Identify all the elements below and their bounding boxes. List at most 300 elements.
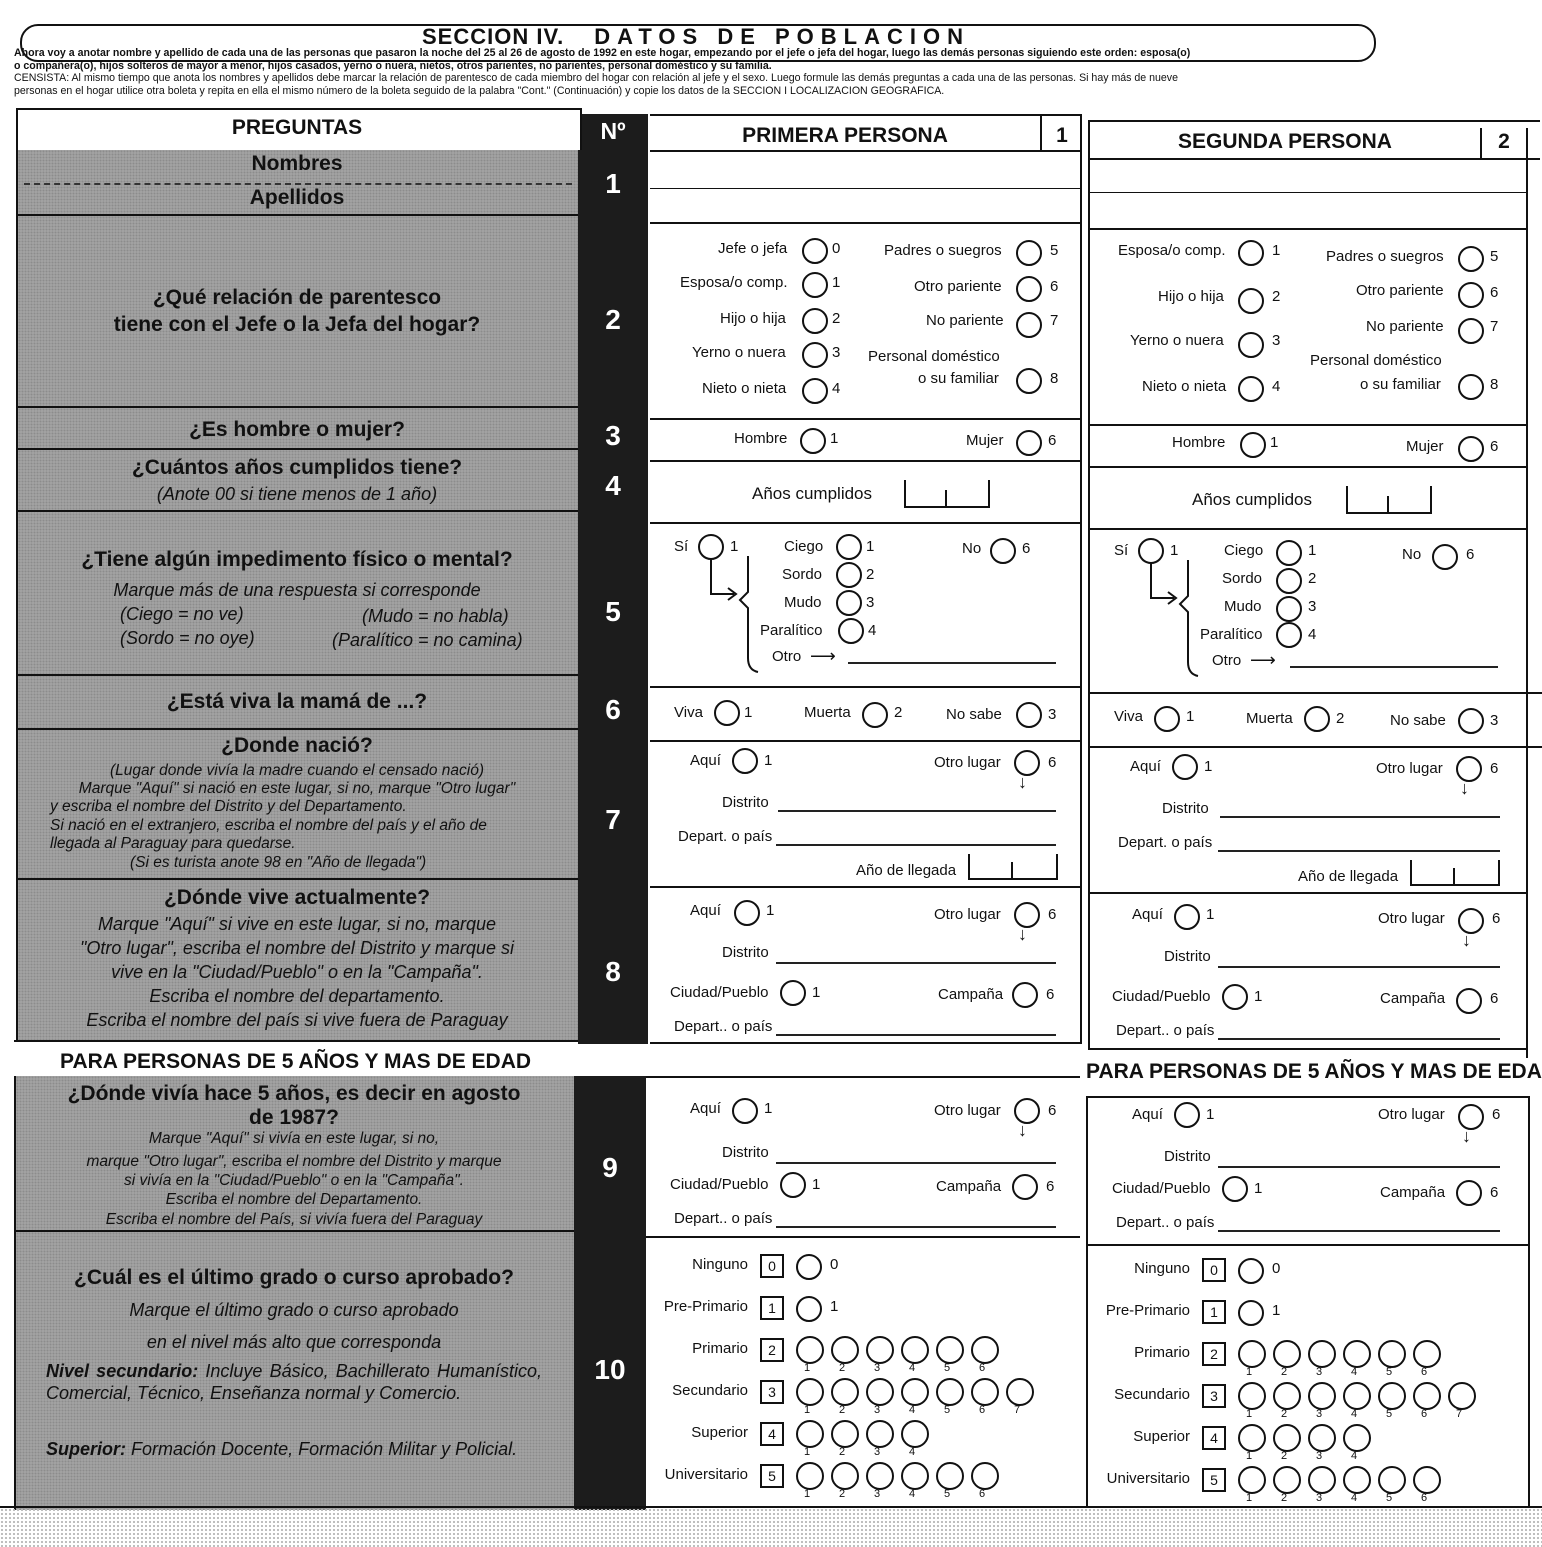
q10-p1-grade-radio[interactable] <box>866 1336 894 1364</box>
q10-p1-grade-radio[interactable] <box>831 1336 859 1364</box>
q3-p1-mujer-radio[interactable] <box>1016 430 1042 456</box>
q6-question: ¿Está viva la mamá de ...? <box>166 690 428 713</box>
q10-p1-grade-radio[interactable] <box>831 1378 859 1406</box>
q10-p2-grade-radio[interactable] <box>1308 1424 1336 1452</box>
q6-number: 6 <box>605 694 621 725</box>
q10-secundario-note: Nivel secundario: Incluye Básico, Bachillerato Humanístico, Comercial, Técnico, Enseñanza normal y Comercio. <box>46 1361 543 1403</box>
q2-p1-padres-label: Padres o suegros <box>884 242 1002 259</box>
q9-note4: Escriba el nombre del Departamento. <box>165 1191 423 1208</box>
q10-p2-grade-radio[interactable] <box>1238 1424 1266 1452</box>
q2-p1-esposa-label: Esposa/o comp. <box>680 274 788 291</box>
q10-p2-grade-number: 5 <box>1386 1408 1393 1420</box>
q8-p2-distrito-line[interactable] <box>1218 966 1500 968</box>
instructions: Ahora voy a anotar nombre y apellido de cada una de las personas que pasaron la noche del 25 al 26 de agosto de 1992 en este hogar, empezando por el jefe o jefa del hogar, luego las demás personas siguiendo este orden: esposa(o) o compañera(o), hijos solteros de mayor a menor, hijos casados, yerno o nuera, nietos, otros parientes, no parientes, personal doméstico y su familia. <box>14 47 1191 72</box>
q10-p1-grade-radio[interactable] <box>901 1420 929 1448</box>
persona2-number: 2 <box>1498 130 1510 153</box>
q10-p2-level-code: 1 <box>1202 1300 1226 1324</box>
q10-p2-grade-radio[interactable] <box>1238 1258 1264 1284</box>
q8-p1-depart-label: Depart.. o país <box>674 1018 773 1035</box>
q8-p1-depart-line[interactable] <box>776 1034 1056 1036</box>
q10-p1-grade-radio[interactable] <box>831 1462 859 1490</box>
q8-p1-aqui-radio[interactable] <box>734 900 760 926</box>
q5-p2-ciego-radio[interactable] <box>1276 540 1302 566</box>
q9-p1-ciudad-radio[interactable] <box>780 1172 806 1198</box>
q6-p1-viva-radio[interactable] <box>714 700 740 726</box>
q5-p1-mudo-label: Mudo <box>784 594 822 611</box>
q6-p2-nosabe-label: No sabe <box>1390 712 1446 729</box>
q2-p1-nieto-radio[interactable] <box>802 378 828 404</box>
q10-p1-grade-number: 4 <box>909 1404 916 1416</box>
q10-p1-level-code: 1 <box>760 1296 784 1320</box>
q9-p1-campana-radio[interactable] <box>1012 1174 1038 1200</box>
q2-p1-hijo-label: Hijo o hija <box>720 310 786 327</box>
q10-p1-grade-number: 4 <box>909 1488 916 1500</box>
q2-p2-yerno-radio[interactable] <box>1238 332 1264 358</box>
number-column-top <box>578 114 648 1044</box>
section-5-anos-p2: PARA PERSONAS DE 5 AÑOS Y MAS DE EDA <box>1086 1060 1542 1083</box>
q10-p2-level-code: 2 <box>1202 1342 1226 1366</box>
preguntas-header-label: PREGUNTAS <box>231 116 363 139</box>
q10-p1-grade-radio[interactable] <box>796 1420 824 1448</box>
q7-p2-anio-box[interactable] <box>1410 860 1500 886</box>
q10-p1-grade-radio[interactable] <box>866 1378 894 1406</box>
q9-p2-depart-line[interactable] <box>1218 1230 1500 1232</box>
q4-note: (Anote 00 si tiene menos de 1 año) <box>156 484 438 504</box>
q5-note1: Marque más de una respuesta si corresponde <box>113 580 481 600</box>
q10-p1-grade-number: 5 <box>944 1488 951 1500</box>
q1-nombres: Nombres <box>251 152 343 175</box>
q10-p2-grade-number: 1 <box>1246 1366 1253 1378</box>
q10-p1-grade-radio[interactable] <box>796 1296 822 1322</box>
persona1-number: 1 <box>1056 124 1068 147</box>
q3-p1-hombre-label: Hombre <box>734 430 788 447</box>
q10-p1-grade-radio[interactable] <box>936 1378 964 1406</box>
q6-p2-viva-radio[interactable] <box>1154 706 1180 732</box>
q10-p2-grade-radio[interactable] <box>1343 1382 1371 1410</box>
q10-p1-grade-radio[interactable] <box>796 1336 824 1364</box>
q5-p1-mudo-radio[interactable] <box>836 590 862 616</box>
q10-p1-level-code: 0 <box>760 1254 784 1278</box>
q7-note3: y escriba el nombre del Distrito y del Departamento. <box>50 798 407 815</box>
q9-p1-down-arrow-icon: ↓ <box>1018 1120 1027 1140</box>
q4-p1-age-box[interactable] <box>904 480 990 508</box>
q2-p1-otro-pariente-label: Otro pariente <box>914 278 1002 295</box>
q4-number: 4 <box>605 470 621 501</box>
q5-p1-paralitico-label: Paralítico <box>760 622 823 639</box>
q10-p1-level-label: Pre-Primario <box>663 1298 748 1315</box>
q5-p1-ciego-radio[interactable] <box>836 534 862 560</box>
q9-question-line1: ¿Dónde vivía hace 5 años, es decir en agosto <box>67 1082 521 1105</box>
q2-p1-otro-pariente-radio[interactable] <box>1016 276 1042 302</box>
q10-p1-grade-radio[interactable] <box>901 1378 929 1406</box>
q9-p2-aqui-label: Aquí <box>1132 1106 1163 1123</box>
q7-p1-aqui-label: Aquí <box>690 752 721 769</box>
q9-p1-otro-label: Otro lugar <box>934 1102 1001 1119</box>
q5-p2-otro-line[interactable] <box>1290 666 1498 668</box>
q10-p2-grade-radio[interactable] <box>1308 1382 1336 1410</box>
q6-p2-nosabe-radio[interactable] <box>1458 708 1484 734</box>
q10-p1-grade-number: 5 <box>944 1362 951 1374</box>
q10-p1-grade-radio[interactable] <box>901 1336 929 1364</box>
q7-p2-anio-label: Año de llegada <box>1298 868 1399 885</box>
q7-p2-aqui-radio[interactable] <box>1172 754 1198 780</box>
q5-p2-mudo-label: Mudo <box>1224 598 1262 615</box>
q10-p2-grade-code: 0 <box>1272 1260 1281 1277</box>
q7-p1-otro-label: Otro lugar <box>934 754 1001 771</box>
q2-p2-no-pariente-label: No pariente <box>1366 318 1444 335</box>
q3-number: 3 <box>605 420 621 451</box>
q10-p1-grade-radio[interactable] <box>971 1378 999 1406</box>
q5-note3b: (Paralítico = no camina) <box>332 630 523 650</box>
q10-p2-grade-number: 4 <box>1351 1408 1358 1420</box>
q10-p1-grade-number: 3 <box>874 1488 881 1500</box>
q5-p1-arrow-icon <box>700 556 760 676</box>
q7-p1-distrito-label: Distrito <box>722 794 769 811</box>
q9-p2-ciudad-label: Ciudad/Pueblo <box>1112 1180 1211 1197</box>
q10-p2-grade-radio[interactable] <box>1308 1340 1336 1368</box>
q5-note2b: (Mudo = no habla) <box>362 606 509 626</box>
q5-note2a: (Ciego = no ve) <box>120 604 244 624</box>
q5-p2-paralitico-radio[interactable] <box>1276 622 1302 648</box>
q10-p2-grade-radio[interactable] <box>1238 1466 1266 1494</box>
q10-p2-grade-number: 3 <box>1316 1408 1323 1420</box>
q10-p2-grade-number: 6 <box>1421 1408 1428 1420</box>
q8-question: ¿Dónde vive actualmente? <box>163 886 431 909</box>
q2-p1-jefe-label: Jefe o jefa <box>718 240 788 257</box>
q10-p2-grade-radio[interactable] <box>1413 1340 1441 1368</box>
q10-p1-grade-radio[interactable] <box>1006 1378 1034 1406</box>
q7-p1-down-arrow-icon: ↓ <box>1018 772 1027 792</box>
q10-p2-grade-radio[interactable] <box>1238 1300 1264 1326</box>
q10-p1-grade-number: 2 <box>839 1446 846 1458</box>
q9-p1-depart-label: Depart.. o país <box>674 1210 773 1227</box>
q2-p2-otro-pariente-radio[interactable] <box>1458 282 1484 308</box>
q2-p2-familiar-label: o su familiar <box>1360 376 1441 393</box>
q10-p1-grade-number: 6 <box>979 1488 986 1500</box>
q9-p1-depart-line[interactable] <box>776 1226 1056 1228</box>
q10-p1-grade-code: 0 <box>830 1256 839 1273</box>
number-column-bottom <box>574 1076 646 1510</box>
q7-p1-anio-label: Año de llegada <box>856 862 957 879</box>
q8-p1-ciudad-radio[interactable] <box>780 980 806 1006</box>
q10-p2-grade-radio[interactable] <box>1378 1466 1406 1494</box>
q3-p1-hombre-radio[interactable] <box>800 428 826 454</box>
q9-p1-distrito-line[interactable] <box>776 1162 1056 1164</box>
q7-p2-down-arrow-icon: ↓ <box>1460 778 1469 798</box>
persona2-header-label: SEGUNDA PERSONA <box>1178 130 1392 153</box>
q8-note5: Escriba el nombre del país si vive fuera de Paraguay <box>86 1010 508 1030</box>
q5-p1-no-label: No <box>962 540 982 557</box>
q6-p1-nosabe-radio[interactable] <box>1016 702 1042 728</box>
q10-p1-grade-number: 1 <box>804 1404 811 1416</box>
q8-p1-ciudad-label: Ciudad/Pueblo <box>670 984 769 1001</box>
q2-p1-personal-radio[interactable] <box>1016 368 1042 394</box>
q10-p1-grade-radio[interactable] <box>796 1254 822 1280</box>
q8-p2-aqui-radio[interactable] <box>1174 904 1200 930</box>
q8-p2-campana-label: Campaña <box>1380 990 1446 1007</box>
q2-question-line2: tiene con el Jefe o la Jefa del hogar? <box>113 313 481 336</box>
q10-p1-grade-radio[interactable] <box>796 1378 824 1406</box>
q10-p1-grade-number: 3 <box>874 1362 881 1374</box>
q2-p1-familiar-label: o su familiar <box>918 370 999 387</box>
q5-p2-no-label: No <box>1402 546 1422 563</box>
q10-p2-grade-radio[interactable] <box>1378 1340 1406 1368</box>
q7-number: 7 <box>605 804 621 835</box>
q9-note3: si vivía en la "Ciudad/Pueblo" o en la "Campaña". <box>124 1172 464 1189</box>
q10-p1-grade-radio[interactable] <box>971 1336 999 1364</box>
q8-p2-campana-radio[interactable] <box>1456 988 1482 1014</box>
q10-p2-grade-number: 4 <box>1351 1366 1358 1378</box>
q9-p2-campana-radio[interactable] <box>1456 1180 1482 1206</box>
q3-p2-hombre-radio[interactable] <box>1240 432 1266 458</box>
q10-p2-grade-number: 2 <box>1281 1492 1288 1504</box>
q10-p1-grade-number: 2 <box>839 1362 846 1374</box>
q2-p2-personal-radio[interactable] <box>1458 374 1484 400</box>
q9-p2-aqui-radio[interactable] <box>1174 1102 1200 1128</box>
q10-p2-grade-number: 4 <box>1351 1492 1358 1504</box>
q7-note1: (Lugar donde vivía la madre cuando el censado nació) <box>110 762 484 779</box>
q10-p1-grade-code: 1 <box>830 1298 839 1315</box>
q8-p2-aqui-label: Aquí <box>1132 906 1163 923</box>
q7-note4: Si nació en el extranjero, escriba el nombre del país y el año de <box>50 817 487 834</box>
q5-note3a: (Sordo = no oye) <box>120 628 255 648</box>
q2-p2-no-pariente-radio[interactable] <box>1458 318 1484 344</box>
q9-note2: marque "Otro lugar", escriba el nombre del Distrito y marque <box>86 1153 502 1170</box>
q10-number: 10 <box>594 1354 626 1385</box>
q8-note3: vive en la "Ciudad/Pueblo" o en la "Campaña". <box>111 962 483 982</box>
q10-p2-grade-number: 5 <box>1386 1366 1393 1378</box>
q9-p1-aqui-label: Aquí <box>690 1100 721 1117</box>
q9-number: 9 <box>602 1152 618 1183</box>
q10-p2-grade-radio[interactable] <box>1378 1382 1406 1410</box>
q8-p2-depart-label: Depart.. o país <box>1116 1022 1215 1039</box>
scan-edge <box>0 1508 1542 1547</box>
q3-p2-mujer-radio[interactable] <box>1458 436 1484 462</box>
q9-p1-campana-label: Campaña <box>936 1178 1002 1195</box>
q8-p1-down-arrow-icon: ↓ <box>1018 924 1027 944</box>
q10-p1-level-code: 4 <box>760 1422 784 1446</box>
q2-p2-esposa-radio[interactable] <box>1238 240 1264 266</box>
q10-p1-grade-radio[interactable] <box>936 1336 964 1364</box>
q7-p2-distrito-line[interactable] <box>1220 816 1500 818</box>
q9-p2-otro-label: Otro lugar <box>1378 1106 1445 1123</box>
q5-question: ¿Tiene algún impedimento físico o mental? <box>81 548 513 571</box>
q10-p1-grade-number: 6 <box>979 1362 986 1374</box>
q9-note1: Marque "Aquí" si vivía en este lugar, si no, <box>148 1130 440 1147</box>
q2-p1-personal-label: Personal doméstico <box>868 348 1000 365</box>
q5-p2-arrow-icon <box>1140 560 1200 680</box>
q7-p1-depart-label: Depart. o país <box>678 828 773 845</box>
q3-p2-hombre-label: Hombre <box>1172 434 1226 451</box>
q2-p1-no-pariente-label: No pariente <box>926 312 1004 329</box>
q4-p2-age-box[interactable] <box>1346 486 1432 514</box>
q7-p1-distrito-line[interactable] <box>778 810 1056 812</box>
q6-p1-viva-label: Viva <box>674 704 703 721</box>
q10-p1-grade-radio[interactable] <box>901 1462 929 1490</box>
q6-p2-muerta-radio[interactable] <box>1304 706 1330 732</box>
q10-p2-level-code: 5 <box>1202 1468 1226 1492</box>
q2-p1-jefe-radio[interactable] <box>802 238 828 264</box>
q5-p2-ciego-label: Ciego <box>1224 542 1264 559</box>
q1-apellidos: Apellidos <box>249 186 345 209</box>
q9-p1-aqui-radio[interactable] <box>732 1098 758 1124</box>
q2-p2-personal-label: Personal doméstico <box>1310 352 1442 369</box>
q5-p1-paralitico-radio[interactable] <box>838 618 864 644</box>
q5-p2-otro-label: Otro <box>1212 652 1242 669</box>
q10-p1-grade-number: 2 <box>839 1404 846 1416</box>
q10-p2-grade-radio[interactable] <box>1238 1340 1266 1368</box>
q10-p2-grade-radio[interactable] <box>1273 1340 1301 1368</box>
q5-p1-no-radio[interactable] <box>990 538 1016 564</box>
q10-p1-grade-radio[interactable] <box>936 1462 964 1490</box>
q10-p1-grade-radio[interactable] <box>831 1420 859 1448</box>
q10-p2-grade-radio[interactable] <box>1343 1466 1371 1494</box>
numero-header: Nº <box>600 118 626 144</box>
q8-p1-distrito-label: Distrito <box>722 944 769 961</box>
q2-p1-padres-radio[interactable] <box>1016 240 1042 266</box>
q10-p2-grade-number: 1 <box>1246 1408 1253 1420</box>
q9-p2-distrito-label: Distrito <box>1164 1148 1211 1165</box>
q5-p1-otro-line[interactable] <box>848 662 1056 664</box>
q10-p2-grade-radio[interactable] <box>1343 1424 1371 1452</box>
section-5-anos-p1: PARA PERSONAS DE 5 AÑOS Y MAS DE EDAD <box>60 1050 532 1073</box>
q4-p1-label: Años cumplidos <box>752 484 873 503</box>
q7-p2-depart-line[interactable] <box>1218 850 1500 852</box>
q2-p1-esposa-radio[interactable] <box>802 272 828 298</box>
q2-p1-nieto-label: Nieto o nieta <box>702 380 787 397</box>
q10-p2-level-code: 4 <box>1202 1426 1226 1450</box>
q10-question: ¿Cuál es el último grado o curso aprobado? <box>74 1266 514 1289</box>
q9-p2-distrito-line[interactable] <box>1218 1166 1500 1168</box>
q7-note2: Marque "Aquí" si nació en este lugar, si no, marque "Otro lugar" <box>78 780 516 797</box>
q2-p2-nieto-radio[interactable] <box>1238 376 1264 402</box>
q10-p2-grade-number: 6 <box>1421 1366 1428 1378</box>
q2-p1-yerno-radio[interactable] <box>802 342 828 368</box>
q10-p1-grade-number: 1 <box>804 1362 811 1374</box>
q8-p2-ciudad-radio[interactable] <box>1222 984 1248 1010</box>
q9-note5: Escriba el nombre del País, si vivía fuera del Paraguay <box>105 1211 483 1228</box>
q3-p1-mujer-label: Mujer <box>966 432 1004 449</box>
q2-question-line1: ¿Qué relación de parentesco <box>152 286 442 309</box>
q8-note2: "Otro lugar", escriba el nombre del Distrito y marque si <box>80 938 514 958</box>
q10-p1-level-label: Secundario <box>672 1382 748 1399</box>
q2-p2-nieto-label: Nieto o nieta <box>1142 378 1227 395</box>
q5-p2-otro-arrow-icon: ⟶ <box>1250 650 1276 670</box>
q8-p1-otro-label: Otro lugar <box>934 906 1001 923</box>
q3-p2-mujer-label: Mujer <box>1406 438 1444 455</box>
q2-p1-yerno-label: Yerno o nuera <box>692 344 786 361</box>
q5-p2-sordo-radio[interactable] <box>1276 568 1302 594</box>
q10-p2-level-label: Primario <box>1134 1344 1190 1361</box>
q6-p1-nosabe-label: No sabe <box>946 706 1002 723</box>
q10-p1-level-code: 5 <box>760 1464 784 1488</box>
q10-p1-grade-radio[interactable] <box>866 1462 894 1490</box>
q10-p1-level-code: 2 <box>760 1338 784 1362</box>
q10-p2-grade-radio[interactable] <box>1273 1382 1301 1410</box>
q10-p2-grade-radio[interactable] <box>1273 1424 1301 1452</box>
q8-p2-depart-line[interactable] <box>1218 1038 1500 1040</box>
q10-p2-grade-number: 5 <box>1386 1492 1393 1504</box>
q5-p2-sordo-label: Sordo <box>1222 570 1263 587</box>
q7-p1-depart-line[interactable] <box>776 844 1056 846</box>
q8-number: 8 <box>605 956 621 987</box>
q5-p2-paralitico-label: Paralítico <box>1200 626 1263 643</box>
q10-p1-grade-radio[interactable] <box>796 1462 824 1490</box>
q7-p2-distrito-label: Distrito <box>1162 800 1209 817</box>
q8-p1-aqui-label: Aquí <box>690 902 721 919</box>
q10-p2-level-label: Superior <box>1133 1428 1190 1445</box>
q9-p2-ciudad-radio[interactable] <box>1222 1176 1248 1202</box>
q10-p2-grade-radio[interactable] <box>1413 1466 1441 1494</box>
instructions-censista: CENSISTA: Al mismo tiempo que anota los nombres y apellidos debe marcar la relación de parentesco de cada miembro del hogar con relación al jefe y el sexo. Luego formule las demás preguntas a cada una de las personas. Si hay más de nueve personas en el hogar utilice otra boleta y repita en ella el mismo número de la boleta seguido de la palabra "Cont." (Continuación) y copie los datos de la SECCION I LOCALIZACION GEOGRAFICA. <box>14 72 1178 97</box>
q10-p2-grade-number: 2 <box>1281 1366 1288 1378</box>
q9-p2-campana-label: Campaña <box>1380 1184 1446 1201</box>
q9-p1-ciudad-label: Ciudad/Pueblo <box>670 1176 769 1193</box>
q8-p2-otro-label: Otro lugar <box>1378 910 1445 927</box>
q10-p1-level-label: Primario <box>692 1340 748 1357</box>
q10-p1-grade-number: 3 <box>874 1404 881 1416</box>
q2-p1-no-pariente-radio[interactable] <box>1016 312 1042 338</box>
q2-p2-hijo-label: Hijo o hija <box>1158 288 1224 305</box>
q5-p1-otro-label: Otro <box>772 648 802 665</box>
q10-p2-grade-radio[interactable] <box>1308 1466 1336 1494</box>
q8-p1-distrito-line[interactable] <box>776 962 1056 964</box>
q5-p2-mudo-radio[interactable] <box>1276 596 1302 622</box>
q7-note5: llegada al Paraguay para quedarse. <box>50 835 296 852</box>
q10-p2-grade-radio[interactable] <box>1413 1382 1441 1410</box>
q5-p2-no-radio[interactable] <box>1432 544 1458 570</box>
section-title: SECCION IV. DATOS DE POBLACION <box>422 24 970 49</box>
q2-p2-hijo-radio[interactable] <box>1238 288 1264 314</box>
q7-p1-anio-box[interactable] <box>968 854 1058 880</box>
q10-p2-grade-radio[interactable] <box>1273 1466 1301 1494</box>
q5-p1-ciego-label: Ciego <box>784 538 824 555</box>
q10-p2-level-label: Ninguno <box>1134 1260 1190 1277</box>
q10-note2: en el nivel más alto que corresponda <box>146 1332 442 1352</box>
q10-p1-grade-number: 1 <box>804 1488 811 1500</box>
q10-p1-grade-number: 1 <box>804 1446 811 1458</box>
q10-p1-grade-number: 5 <box>944 1404 951 1416</box>
q8-p2-distrito-label: Distrito <box>1164 948 1211 965</box>
q10-p2-level-code: 0 <box>1202 1258 1226 1282</box>
q5-p1-otro-arrow-icon: ⟶ <box>810 646 836 666</box>
q10-p1-grade-number: 6 <box>979 1404 986 1416</box>
q10-p2-level-label: Secundario <box>1114 1386 1190 1403</box>
q2-p2-otro-pariente-label: Otro pariente <box>1356 282 1444 299</box>
q7-p1-aqui-radio[interactable] <box>732 748 758 774</box>
q10-p1-grade-number: 7 <box>1014 1404 1021 1416</box>
q10-p1-grade-radio[interactable] <box>971 1462 999 1490</box>
q10-p2-grade-code: 1 <box>1272 1302 1281 1319</box>
q10-p2-grade-radio[interactable] <box>1238 1382 1266 1410</box>
q10-p2-grade-radio[interactable] <box>1448 1382 1476 1410</box>
q5-p1-si-label: Sí <box>674 538 689 555</box>
q10-p2-grade-number: 1 <box>1246 1450 1253 1462</box>
q2-p2-padres-radio[interactable] <box>1458 246 1484 272</box>
q10-p1-grade-radio[interactable] <box>866 1420 894 1448</box>
q8-p1-campana-radio[interactable] <box>1012 982 1038 1008</box>
q7-question: ¿Donde nació? <box>221 734 373 757</box>
q10-p2-level-label: Universitario <box>1106 1470 1190 1487</box>
q6-p1-muerta-radio[interactable] <box>862 702 888 728</box>
q10-p2-grade-number: 6 <box>1421 1492 1428 1504</box>
q10-p2-grade-number: 3 <box>1316 1366 1323 1378</box>
q10-p2-grade-radio[interactable] <box>1343 1340 1371 1368</box>
q5-p1-sordo-radio[interactable] <box>836 562 862 588</box>
q9-p2-depart-label: Depart.. o país <box>1116 1214 1215 1231</box>
q2-p1-hijo-radio[interactable] <box>802 308 828 334</box>
q10-p2-grade-number: 1 <box>1246 1492 1253 1504</box>
